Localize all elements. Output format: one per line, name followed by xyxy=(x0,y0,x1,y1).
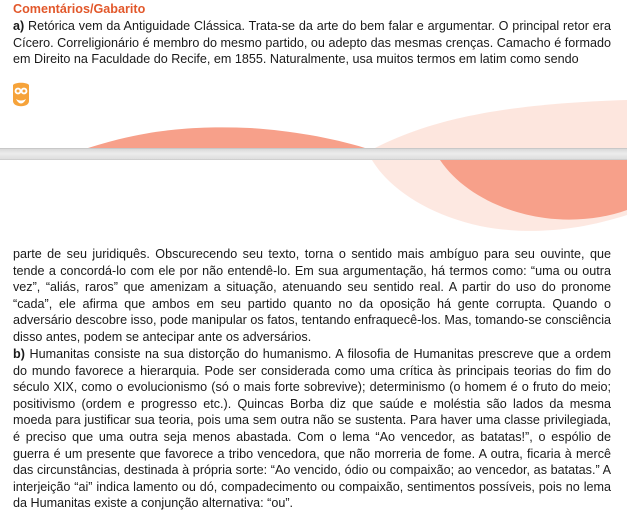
page-top xyxy=(0,0,627,148)
footer-wave-decoration xyxy=(0,0,627,148)
item-b-paragraph xyxy=(13,346,611,512)
item-a-continued-paragraph: parte de seu juridiquês. Obscurecendo seu texto, torna o sentido mais ambíguo para seu ouvinte, que tende a concordá-lo com ele por não entendê-lo. Em sua argumentação, há termos como: “uma ou outra vez”, “aliás, raros” que amenizam a situação, atenuando seu sentido real. A partir do uso do pronome “cada”, ele afirma que ambos em seu partido quanto no da oposição há gente corrupta. Quando o adversário descobre isso, pode manipular os fatos, tentando enfraquecê-los. Mas, tomando-se consciência disso antes, podem se antecipar ante os adversários. xyxy=(13,247,611,344)
page-bottom xyxy=(0,160,627,521)
item-a-top-text: Retórica vem da Antiguidade Clássica. Trata-se da arte do bem falar e argumentar. O principal retor era Cícero. Correligionário é membro do mesmo partido, ou adepto das mesmas crenças. Camacho é formado em Direito na Faculdade do Recife, em 1855. Naturalmente, usa muitos termos em latim como sendo xyxy=(13,19,611,67)
item-b-text: Humanitas consiste na sua distorção do humanismo. A filosofia de Humanitas prescreve que a ordem do mundo favorece a hierarquia. Pode ser considerada como uma crítica às principais teorias do fim do século XIX, como o evolucionismo (só o mais forte sobrevive); determinismo (o homem é o fruto do meio; positivismo (ordem e progresso etc.). Quincas Borba diz que saúde e moléstia são lados da mesma moeda para justificar sua teoria, pois uma sem outra não se sustenta. Para haver uma classe privilegiada, é preciso que uma outra seja menos abastada. Com o lema “Ao vencedor, as batatas!”, o espólio de guerra é um presente que favorece a tribo vencedora, que não morreria de fome. A outra, ficaria à mercê das circunstâncias, destinada à própria sorte: “Ao vencido, ódio ou compaixão; ao vencedor, as batatas.” A interjeição “ai” indica lamento ou dó, compadecimento ou compaixão, sentimentos possíveis, pois no lema da Humanitas existe a conjunção alternativa: “ou”. xyxy=(13,347,611,511)
item-b-letter: b) xyxy=(13,347,25,361)
item-a-letter: a) xyxy=(13,19,25,33)
header-wave-decoration xyxy=(0,160,627,250)
answers-heading: Comentários/Gabarito xyxy=(13,2,146,16)
page-break xyxy=(0,148,627,160)
